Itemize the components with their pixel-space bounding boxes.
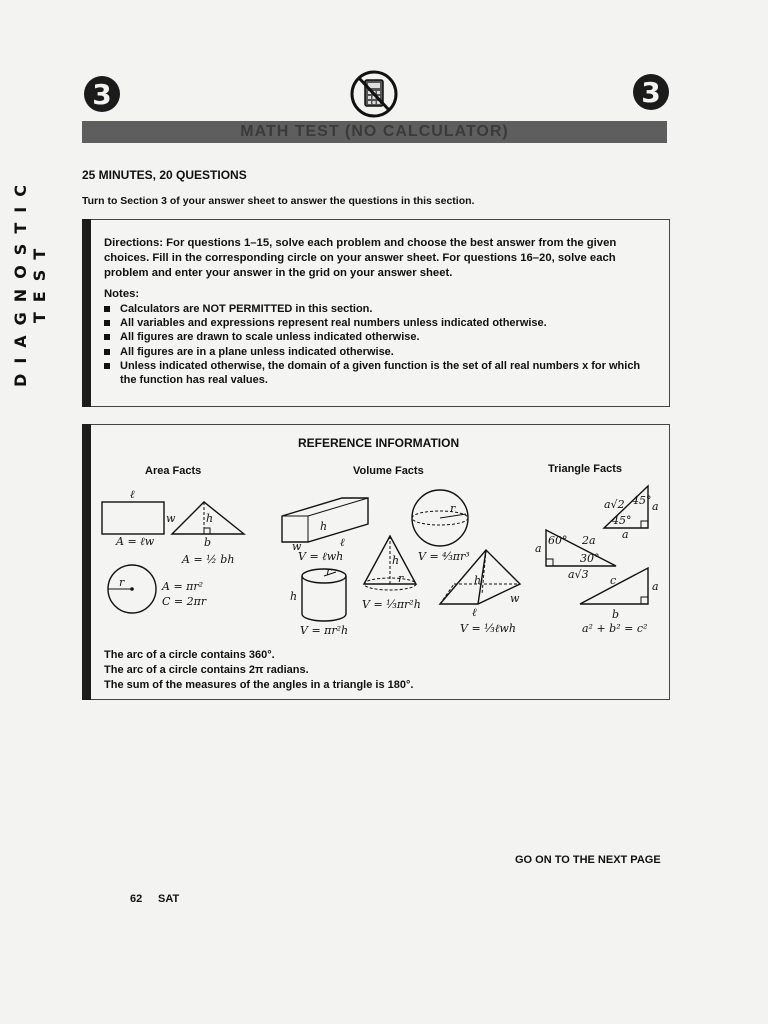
svg-text:r: r xyxy=(398,572,404,585)
cylinder-volume-formula: V = πr²h xyxy=(300,624,349,637)
directions-paragraph xyxy=(104,236,656,281)
pyramid-volume-formula: V = ⅓ℓwh xyxy=(460,622,516,635)
section-badge-right: 3 xyxy=(633,74,669,110)
svg-text:w: w xyxy=(292,540,302,553)
instruction-line: Turn to Section 3 of your answer sheet to answer the questions in this section. xyxy=(82,195,475,207)
reference-facts xyxy=(104,648,644,693)
cone-volume-formula: V = ⅓πr²h xyxy=(362,598,421,611)
volume-facts-heading: Volume Facts xyxy=(353,465,424,477)
notes-label: Notes: xyxy=(104,288,140,300)
svg-text:ℓ: ℓ xyxy=(472,606,477,619)
section-badge-left: 3 xyxy=(84,76,120,112)
svg-text:a: a xyxy=(652,500,659,513)
area-facts-heading: Area Facts xyxy=(145,465,202,477)
svg-text:45°: 45° xyxy=(612,514,632,527)
cylinder-figure xyxy=(290,565,346,621)
svg-text:ℓ: ℓ xyxy=(340,536,345,549)
svg-text:b: b xyxy=(612,608,620,621)
right-triangle-figure xyxy=(580,568,659,621)
note-item: Calculators are NOT PERMITTED in this section. xyxy=(104,302,656,316)
svg-text:30°: 30° xyxy=(580,552,600,565)
svg-text:r: r xyxy=(326,565,332,578)
sphere-figure xyxy=(412,490,468,546)
time-and-count: 25 MINUTES, 20 QUESTIONS xyxy=(82,168,247,182)
directions-text: For questions 1–15, solve each problem and choose the best answer from the given choices. Fill in the corresponding circle on your answer sheet. For questions 16–20, solve each problem and enter your answer in the grid on your answer sheet. xyxy=(104,237,617,279)
pythagorean-formula: a² + b² = c² xyxy=(582,622,648,635)
svg-text:45°: 45° xyxy=(632,494,652,507)
triangle-facts-heading: Triangle Facts xyxy=(548,463,622,475)
notes-list xyxy=(104,302,656,387)
reference-title: REFERENCE INFORMATION xyxy=(298,436,460,450)
svg-text:r: r xyxy=(450,502,456,515)
fact-line: The arc of a circle contains 2π radians. xyxy=(104,664,309,676)
svg-text:a√2: a√2 xyxy=(604,498,625,511)
triangle-30-figure xyxy=(535,530,616,581)
reference-figures xyxy=(92,480,662,640)
book-name: SAT xyxy=(158,893,180,905)
note-item: All figures are in a plane unless indicated otherwise. xyxy=(104,345,656,359)
tri-area-formula: A = ½ bh xyxy=(182,553,235,566)
circle-area-formula: A = πr² xyxy=(162,580,204,593)
svg-text:h: h xyxy=(320,520,328,533)
box-volume-formula: V = ℓwh xyxy=(298,550,344,563)
svg-text:a: a xyxy=(535,542,542,555)
sphere-volume-formula: V = ⁴⁄₃πr³ xyxy=(418,550,470,563)
rect-area-formula: A = ℓw xyxy=(116,535,155,548)
cone-figure xyxy=(364,536,416,590)
circle-circ-formula: C = 2πr xyxy=(162,595,207,608)
section-title-bar: MATH TEST (NO CALCULATOR) xyxy=(82,121,667,143)
fact-line: The sum of the measures of the angles in a triangle is 180°. xyxy=(104,679,414,691)
directions-bar xyxy=(82,219,91,407)
directions-content xyxy=(104,236,656,387)
svg-text:b: b xyxy=(204,536,212,549)
svg-text:c: c xyxy=(610,574,617,587)
no-calculator-icon xyxy=(349,70,399,118)
svg-text:ℓ: ℓ xyxy=(130,488,135,501)
svg-text:a√3: a√3 xyxy=(568,568,589,581)
svg-text:a: a xyxy=(652,580,659,593)
note-item: Unless indicated otherwise, the domain of a given function is the set of all real numbers x for which the function has real values. xyxy=(104,359,656,387)
triangle-figure xyxy=(172,502,244,549)
svg-text:h: h xyxy=(290,590,298,603)
svg-text:60°: 60° xyxy=(548,534,568,547)
triangle-45-figure xyxy=(604,486,659,541)
svg-text:h: h xyxy=(392,554,400,567)
svg-text:w: w xyxy=(166,512,176,525)
fact-line: The arc of a circle contains 360°. xyxy=(104,649,275,661)
go-on-next-page: GO ON TO THE NEXT PAGE xyxy=(515,854,661,866)
note-item: All figures are drawn to scale unless indicated otherwise. xyxy=(104,330,656,344)
box-figure xyxy=(282,498,368,553)
svg-text:h: h xyxy=(206,512,214,525)
svg-text:h: h xyxy=(474,574,482,587)
circle-figure xyxy=(108,565,156,613)
note-item: All variables and expressions represent real numbers unless indicated otherwise. xyxy=(104,316,656,330)
svg-text:w: w xyxy=(510,592,520,605)
svg-text:r: r xyxy=(119,576,125,589)
reference-bar xyxy=(82,424,91,700)
svg-text:a: a xyxy=(622,528,629,541)
svg-text:2a: 2a xyxy=(582,534,596,547)
page-number: 62 xyxy=(130,893,143,905)
directions-label: Directions: xyxy=(104,237,164,249)
side-label: DIAGNOSTIC TEST xyxy=(11,175,49,387)
rectangle-figure xyxy=(102,488,176,534)
